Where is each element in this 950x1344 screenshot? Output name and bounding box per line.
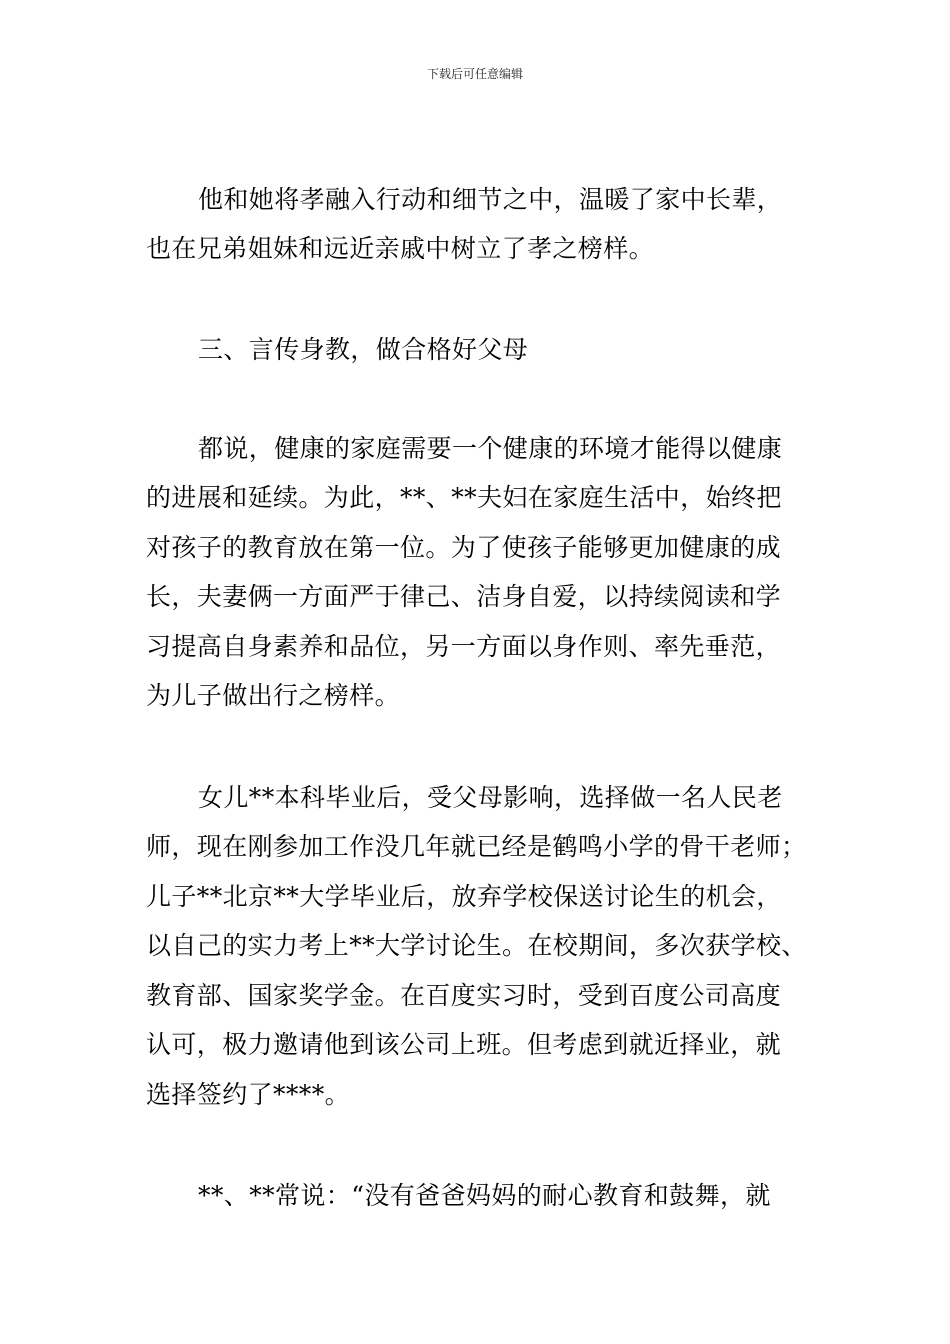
paragraph-5-line-1: **、**常说：“没有爸爸妈妈的耐心教育和鼓舞，就 [198, 1181, 771, 1210]
paragraph-3-line-4: 长，夫妻俩一方面严于律己、洁身自爱，以持续阅读和学 [146, 582, 782, 611]
section-heading: 三、言传身教，做合格好父母 [198, 335, 529, 364]
paragraph-4-line-3: 儿子**北京**大学毕业后，放弃学校保送讨论生的机会， [146, 882, 782, 911]
paragraph-3-line-2: 的进展和延续。为此，**、**夫妇在家庭生活中，始终把 [146, 483, 782, 512]
paragraph-3-line-6: 为儿子做出行之榜样。 [146, 681, 401, 710]
paragraph-3-line-3: 对孩子的教育放在第一位。为了使孩子能够更加健康的成 [146, 533, 782, 562]
paragraph-4-line-2: 师，现在刚参加工作没几年就已经是鹤鸣小学的骨干老师； [146, 832, 807, 861]
paragraph-3-line-5: 习提高自身素养和品位，另一方面以身作则、率先垂范， [146, 632, 782, 661]
paragraph-4-line-4: 以自己的实力考上**大学讨论生。在校期间，多次获学校、 [146, 931, 807, 960]
paragraph-4-line-1: 女儿**本科毕业后，受父母影响，选择做一名人民老 [198, 783, 783, 812]
page-header: 下载后可任意编辑 [426, 67, 523, 81]
paragraph-4-line-5: 教育部、国家奖学金。在百度实习时，受到百度公司高度 [146, 981, 782, 1010]
paragraph-1-line-1: 他和她将孝融入行动和细节之中，温暖了家中长辈， [198, 185, 783, 214]
paragraph-4-line-6: 认可，极力邀请他到该公司上班。但考虑到就近择业，就 [146, 1030, 782, 1059]
paragraph-4-line-7: 选择签约了****。 [146, 1080, 351, 1109]
paragraph-1-line-2: 也在兄弟姐妹和远近亲戚中树立了孝之榜样。 [146, 234, 655, 263]
paragraph-3-line-1: 都说，健康的家庭需要一个健康的环境才能得以健康 [198, 434, 783, 463]
